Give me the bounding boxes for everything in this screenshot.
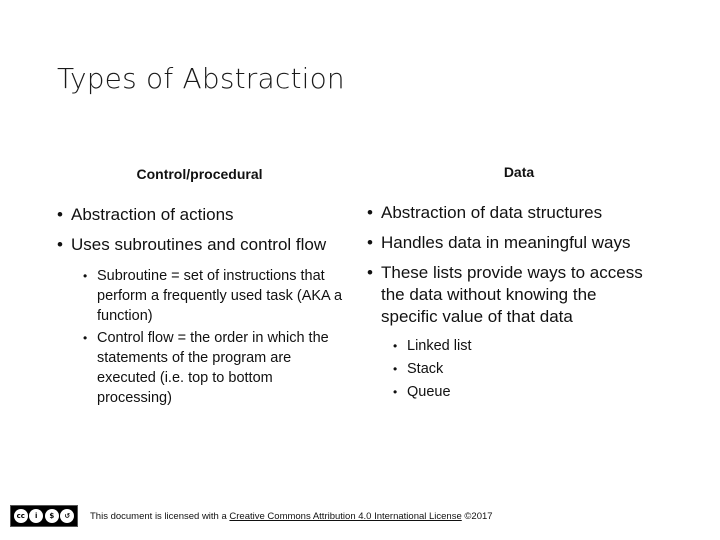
list-item: • These lists provide ways to access the data without knowing the specific value of that data (367, 262, 657, 328)
right-column-heading: Data (503, 164, 535, 180)
left-column (57, 160, 347, 410)
list-item: • Handles data in meaningful ways (367, 232, 657, 254)
cc-by-nc-sa-icon[interactable]: cc i $ ↺ (10, 505, 78, 527)
left-column-heading: Control/procedural (136, 166, 263, 182)
right-sub-bullet-list (393, 336, 657, 402)
list-item: • Linked list (393, 336, 657, 356)
left-bullet-list (57, 204, 347, 256)
right-bullet-list (367, 202, 657, 328)
license-suffix: ©2017 (464, 510, 493, 522)
left-sub-bullet-list (83, 266, 347, 408)
license-link[interactable]: Creative Commons Attribution 4.0 International License (229, 510, 462, 522)
list-item: • Uses subroutines and control flow (57, 234, 347, 256)
slide-title: Types of Abstraction (57, 62, 345, 95)
list-item: • Abstraction of actions (57, 204, 347, 226)
license-prefix: This document is licensed with a (90, 510, 227, 522)
list-item: • Control flow = the order in which the statements of the program are executed (i.e. top to bottom processing) (83, 328, 347, 408)
license-footer (10, 503, 710, 529)
right-column (367, 160, 657, 405)
list-item: • Queue (393, 382, 657, 402)
list-item: • Subroutine = set of instructions that perform a frequently used task (AKA a function) (83, 266, 347, 326)
list-item: • Stack (393, 359, 657, 379)
license-text (90, 511, 493, 522)
list-item: • Abstraction of data structures (367, 202, 657, 224)
